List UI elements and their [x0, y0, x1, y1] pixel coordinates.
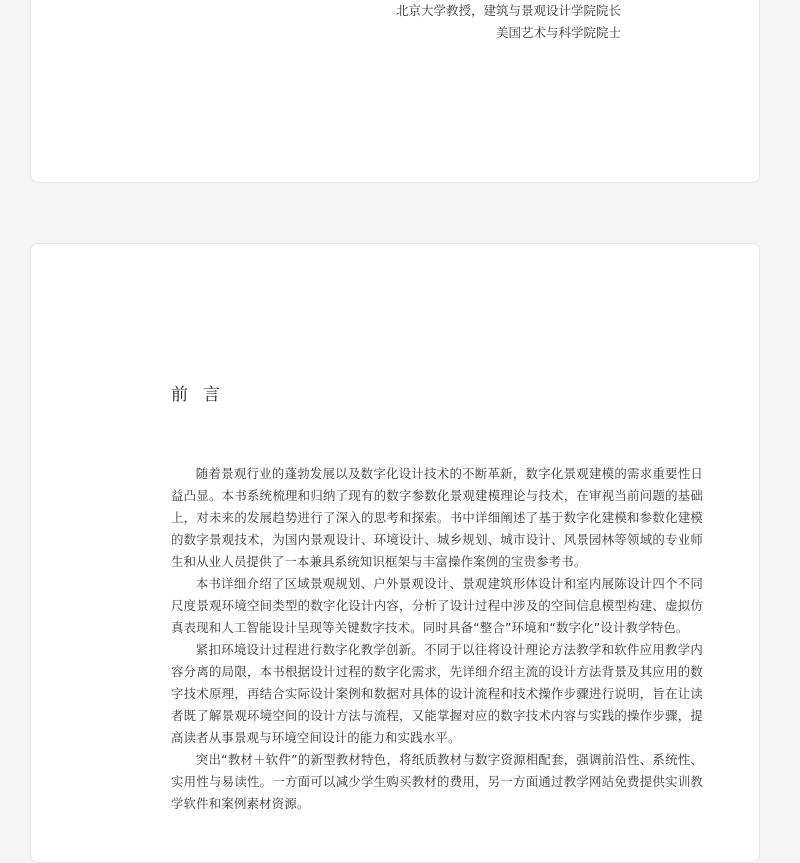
endorser-affiliation-line: 美国艺术与科学院院士	[495, 25, 621, 40]
preface-paragraph: 紧扣环境设计过程进行数字化教学创新。不同于以往将设计理论方法教学和软件应用教学内容分离的局限，本书根据设计过程的数字化需求，先详细介绍主流的设计方法背景及其应用的数字技术原理，再结合实际设计案例和数据对具体的设计流程和技术操作步骤进行说明，旨在让读者既了解景观环境空间的设计方法与流程，又能掌握对应的数字技术内容与实践的操作步骤，提高读者从事景观与环境空间设计的能力和实践水平。	[171, 642, 703, 745]
endorser-title-line: 北京大学教授，建筑与景观设计学院院长	[395, 3, 621, 18]
preface-body	[171, 463, 703, 815]
preface-paragraph: 突出“教材＋软件”的新型教材特色，将纸质教材与数字资源相配套，强调前沿性、系统性、实用性与易读性。一方面可以减少学生购买教材的费用，另一方面通过教学网站免费提供实训教学软件和案例素材资源。	[171, 752, 703, 811]
document-page-preface	[30, 243, 760, 863]
preface-paragraph: 本书详细介绍了区域景观规划、户外景观设计、景观建筑形体设计和室内展陈设计四个不同尺度景观环境空间类型的数字化设计内容，分析了设计过程中涉及的空间信息模型构建、虚拟仿真表现和人工智能设计呈现等关键数字技术。同时具备“整合”环境和“数字化”设计教学特色。	[171, 576, 703, 635]
preface-paragraph: 随着景观行业的蓬勃发展以及数字化设计技术的不断革新，数字化景观建模的需求重要性日益凸显。本书系统梳理和归纳了现有的数字参数化景观建模理论与技术，在审视当前问题的基础上，对未来的发展趋势进行了深入的思考和探索。书中详细阐述了基于数字化建模和参数化建模的数字景观技术，为国内景观设计、环境设计、城乡规划、城市设计、风景园林等领域的专业师生和从业人员提供了一本兼具系统知识框架与丰富操作案例的宝贵参考书。	[171, 466, 703, 569]
preface-title: 前言	[171, 385, 235, 405]
document-page-foreword-end	[30, 0, 760, 183]
